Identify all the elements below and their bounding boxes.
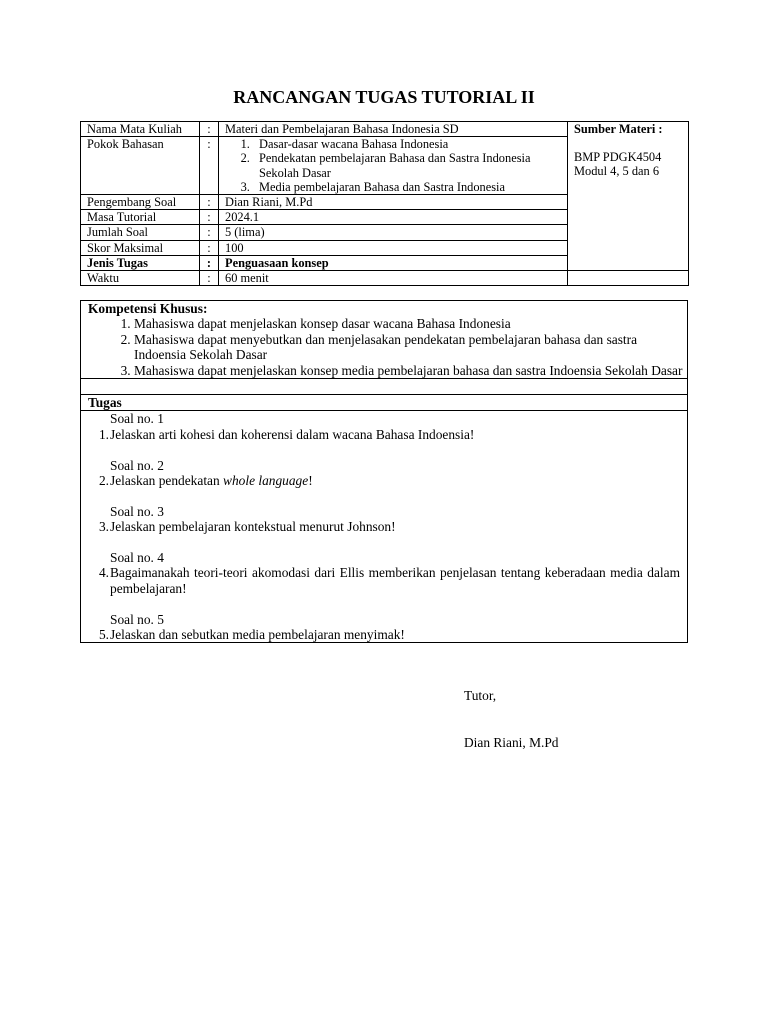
kompetensi-section	[81, 301, 687, 378]
value-waktu: 60 menit	[219, 271, 568, 286]
list-item: 3. Mahasiswa dapat menjelaskan konsep media pembelajaran bahasa dan sastra Indoensia Sekolah Dasar	[134, 363, 687, 378]
soal-text: Jelaskan pembelajaran kontekstual menurut Johnson!	[110, 519, 396, 535]
colon: :	[200, 240, 219, 255]
colon: :	[200, 225, 219, 240]
signature-role: Tutor,	[464, 688, 497, 703]
label-nama-mata-kuliah: Nama Mata Kuliah	[81, 122, 200, 137]
kompetensi-tugas-box	[80, 300, 688, 643]
document-title: RANCANGAN TUGAS TUTORIAL II	[233, 87, 535, 107]
value-jenis-tugas: Penguasaan konsep	[219, 255, 568, 270]
colon: :	[200, 210, 219, 225]
kompetensi-heading: Kompetensi Khusus:	[88, 301, 208, 316]
soal-label: Soal no. 4	[110, 550, 164, 566]
label-jumlah-soal: Jumlah Soal	[81, 225, 200, 240]
colon: :	[200, 137, 219, 195]
colon: :	[200, 271, 219, 286]
soal-text: Bagaimanakah teori-teori akomodasi dari Ellis memberikan penjelasan tentang keberadaan media dalam pembelajaran!	[110, 565, 680, 596]
soal-number: 1.	[98, 426, 109, 442]
soal-text	[110, 473, 680, 488]
soal-item	[81, 473, 680, 488]
row-waktu	[81, 271, 689, 286]
label-masa-tutorial: Masa Tutorial	[81, 210, 200, 225]
soal-text-italic: whole language	[223, 473, 309, 489]
soal-item	[81, 627, 680, 642]
soal-item	[81, 565, 680, 596]
label-skor-maksimal: Skor Maksimal	[81, 240, 200, 255]
list-item: 2. Pendekatan pembelajaran Bahasa dan Sastra Indonesia Sekolah Dasar	[253, 151, 567, 179]
soal-label: Soal no. 5	[110, 611, 164, 627]
empty-cell	[568, 271, 689, 286]
list-item: 2. Mahasiswa dapat menyebutkan dan menjelasakan pendekatan pembelajaran bahasa dan sastra Indoensia Sekolah Dasar	[134, 332, 687, 363]
sumber-materi-heading: Sumber Materi :	[574, 122, 663, 136]
label-pokok-bahasan: Pokok Bahasan	[81, 137, 200, 195]
soal-text: Jelaskan arti kohesi dan koherensi dalam wacana Bahasa Indoensia!	[110, 426, 475, 442]
label-waktu: Waktu	[81, 271, 200, 286]
soal-label: Soal no. 3	[110, 503, 164, 519]
sumber-materi-modul: Modul 4, 5 dan 6	[574, 164, 660, 179]
list-item: 1. Dasar-dasar wacana Bahasa Indonesia	[253, 137, 567, 151]
colon: :	[200, 122, 219, 137]
soal-number: 4.	[98, 565, 109, 581]
soal-label: Soal no. 2	[110, 457, 164, 473]
value-jumlah-soal: 5 (lima)	[219, 225, 568, 240]
value-nama-mata-kuliah: Materi dan Pembelajaran Bahasa Indonesia SD	[219, 122, 568, 137]
soal-item	[81, 427, 680, 442]
label-jenis-tugas: Jenis Tugas	[81, 255, 200, 270]
soal-label: Soal no. 1	[110, 411, 164, 427]
row-nama-mata-kuliah	[81, 122, 689, 137]
colon: :	[200, 195, 219, 210]
kompetensi-list	[81, 316, 687, 378]
signature-name: Dian Riani, M.Pd	[464, 735, 559, 750]
soal-number: 3.	[98, 519, 109, 535]
tugas-heading: Tugas	[81, 395, 687, 411]
label-pengembang-soal: Pengembang Soal	[81, 195, 200, 210]
soal-list	[81, 411, 687, 642]
value-skor-maksimal: 100	[219, 240, 568, 255]
list-item: 1. Mahasiswa dapat menjelaskan konsep dasar wacana Bahasa Indonesia	[134, 316, 687, 331]
pokok-bahasan-list	[219, 137, 567, 194]
colon: :	[200, 255, 219, 270]
soal-text-part: Jelaskan pendekatan	[110, 473, 224, 489]
sumber-materi-bmp: BMP PDGK4504	[574, 150, 662, 165]
soal-number: 2.	[98, 473, 109, 489]
divider	[81, 378, 687, 395]
value-masa-tutorial: 2024.1	[219, 210, 568, 225]
list-item: 3. Media pembelajaran Bahasa dan Sastra Indonesia	[253, 180, 567, 194]
course-info-table	[80, 121, 689, 286]
value-pengembang-soal: Dian Riani, M.Pd	[219, 195, 568, 210]
value-pokok-bahasan	[219, 137, 568, 195]
soal-text-part: !	[308, 473, 313, 489]
soal-item	[81, 519, 680, 534]
soal-text: Jelaskan dan sebutkan media pembelajaran menyimak!	[110, 627, 405, 643]
soal-number: 5.	[98, 627, 109, 643]
sumber-materi-cell	[568, 122, 689, 271]
